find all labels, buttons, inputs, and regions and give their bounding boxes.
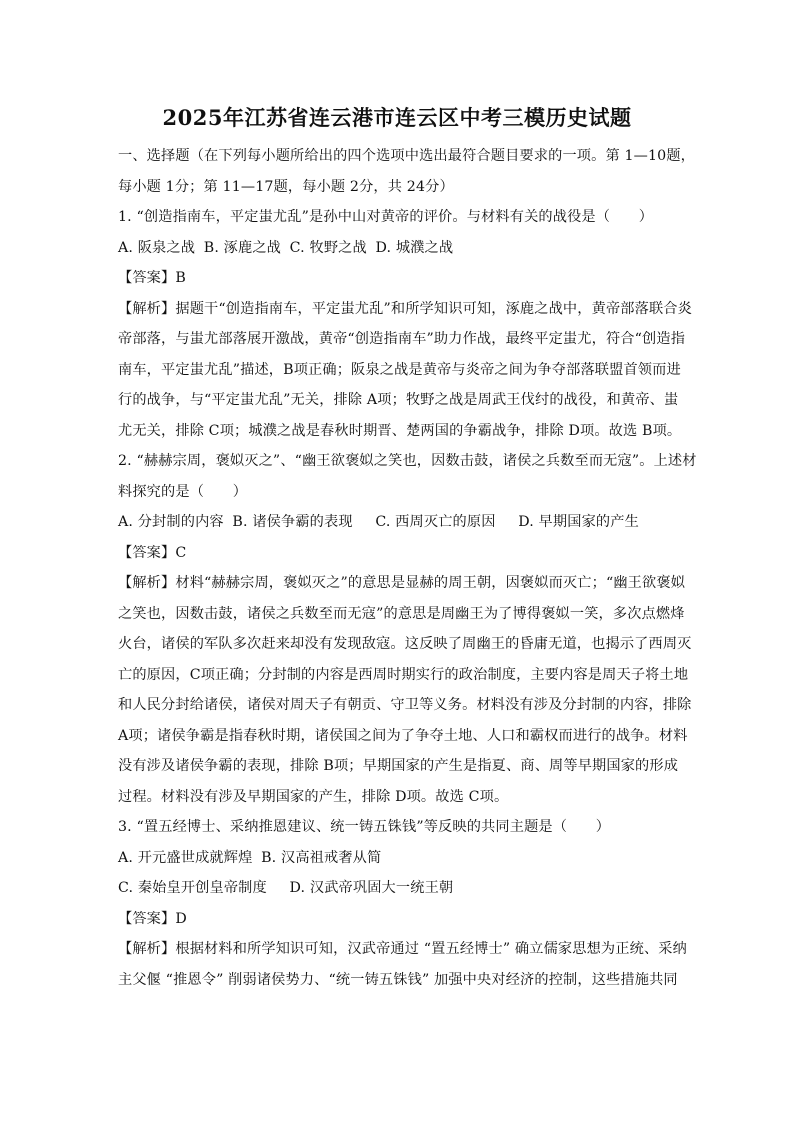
analysis-line: 【解析】根据材料和所学知识可知，汉武帝通过 “置五经博士” 确立儒家思想为正统、采纳 bbox=[118, 941, 687, 957]
question-1-stem: 1. “创造指南车，平定蚩尤乱”是孙中山对黄帝的评价。与材料有关的战役是（ ） bbox=[118, 209, 654, 225]
section-intro-line: 一、选择题（在下列每小题所给出的四个选项中选出最符合题目要求的一项。第 1—10题， bbox=[118, 148, 696, 164]
document-body bbox=[118, 141, 697, 995]
analysis-line: 亡的原因，C项正确；分封制的内容是西周时期实行的政治制度，主要内容是周天子将土地 bbox=[118, 666, 689, 683]
option-a: A. 阪泉之战 bbox=[118, 239, 196, 256]
option-b: B. 诸侯争霸的表现 bbox=[232, 514, 353, 530]
analysis-line: 帝部落，与蚩尤部落展开激战，黄帝“创造指南车”助力作战，最终平定蚩尤，符合“创造指 bbox=[118, 331, 686, 347]
question-3-answer: 【答案】D bbox=[118, 910, 187, 927]
document-title: 2025年江苏省连云港市连云区中考三模历史试题 bbox=[162, 105, 632, 130]
question-2-options bbox=[118, 507, 684, 538]
section-intro-line: 每小题 1分；第 11—17题，每小题 2分，共 24分） bbox=[118, 178, 454, 195]
analysis-line: 之笑也，因数击鼓，诸侯之兵数至而无寇”的意思是周幽王为了博得褒姒一笑，多次点燃烽 bbox=[118, 605, 685, 622]
analysis-line: 主父偃 “推恩令” 削弱诸侯势力、“统一铸五铢钱” 加强中央对经济的控制，这些措施共同 bbox=[118, 971, 678, 988]
question-3-options bbox=[118, 843, 684, 874]
question-2-answer: 【答案】C bbox=[118, 544, 187, 561]
option-d: D. 早期国家的产生 bbox=[518, 514, 639, 530]
analysis-line: 【解析】材料“赫赫宗周，褒姒灭之”的意思是显赫的周王朝，因褒姒而灭亡；“幽王欲褒姒 bbox=[118, 575, 686, 591]
option-b: B. 汉高祖戒奢从简 bbox=[261, 849, 382, 866]
option-a: A. 开元盛世成就辉煌 bbox=[118, 849, 253, 866]
analysis-line: A项；诸侯争霸是指春秋时期，诸侯国之间为了争夺土地、人口和霸权而进行的战争。材料 bbox=[118, 727, 688, 744]
analysis-line: 过程。材料没有涉及早期国家的产生，排除 D项。故选 C项。 bbox=[118, 788, 509, 805]
question-3-options bbox=[118, 873, 684, 904]
analysis-line: 尤无关，排除 C项；城濮之战是春秋时期晋、楚两国的争霸战争，排除 D项。故选 B项。 bbox=[118, 422, 682, 439]
option-c: C. 牧野之战 bbox=[289, 239, 367, 256]
question-1-options bbox=[118, 233, 684, 264]
question-1-answer: 【答案】B bbox=[118, 270, 186, 286]
analysis-line: 没有涉及诸侯争霸的表现，排除 B项；早期国家的产生是指夏、商、周等早期国家的形成 bbox=[118, 758, 679, 774]
question-2-stem: 料探究的是（ ） bbox=[118, 483, 248, 500]
option-d: D. 城濮之战 bbox=[375, 239, 454, 256]
analysis-line: 和人民分封给诸侯，诸侯对周天子有朝贡、守卫等义务。材料没有涉及分封制的内容，排除 bbox=[118, 697, 692, 713]
option-c: C. 秦始皇开创皇帝制度 bbox=[118, 880, 267, 896]
question-2-stem: 2. “赫赫宗周，褒姒灭之”、“幽王欲褒姒之笑也，因数击鼓，诸侯之兵数至而无寇”。上述材 bbox=[118, 453, 697, 469]
analysis-line: 火台，诸侯的军队多次赶来却没有发现敌寇。这反映了周幽王的昏庸无道，也揭示了西周灭 bbox=[118, 636, 692, 652]
analysis-line: 行的战争，与“平定蚩尤乱”无关，排除 A项；牧野之战是周武王伐纣的战役，和黄帝、蚩 bbox=[118, 392, 679, 408]
option-a: A. 分封制的内容 bbox=[118, 514, 224, 530]
analysis-line: 南车，平定蚩尤乱”描述，B项正确；阪泉之战是黄帝与炎帝之间为争夺部落联盟首领而进 bbox=[118, 361, 681, 378]
analysis-line: 【解析】据题干“创造指南车，平定蚩尤乱”和所学知识可知，涿鹿之战中，黄帝部落联合炎 bbox=[118, 300, 692, 317]
option-b: B. 涿鹿之战 bbox=[203, 239, 281, 256]
question-3-stem: 3. “置五经博士、采纳推恩建议、统一铸五铢钱”等反映的共同主题是（ ） bbox=[118, 819, 611, 835]
option-d: D. 汉武帝巩固大一统王朝 bbox=[289, 880, 454, 896]
option-c: C. 西周灭亡的原因 bbox=[375, 514, 496, 530]
